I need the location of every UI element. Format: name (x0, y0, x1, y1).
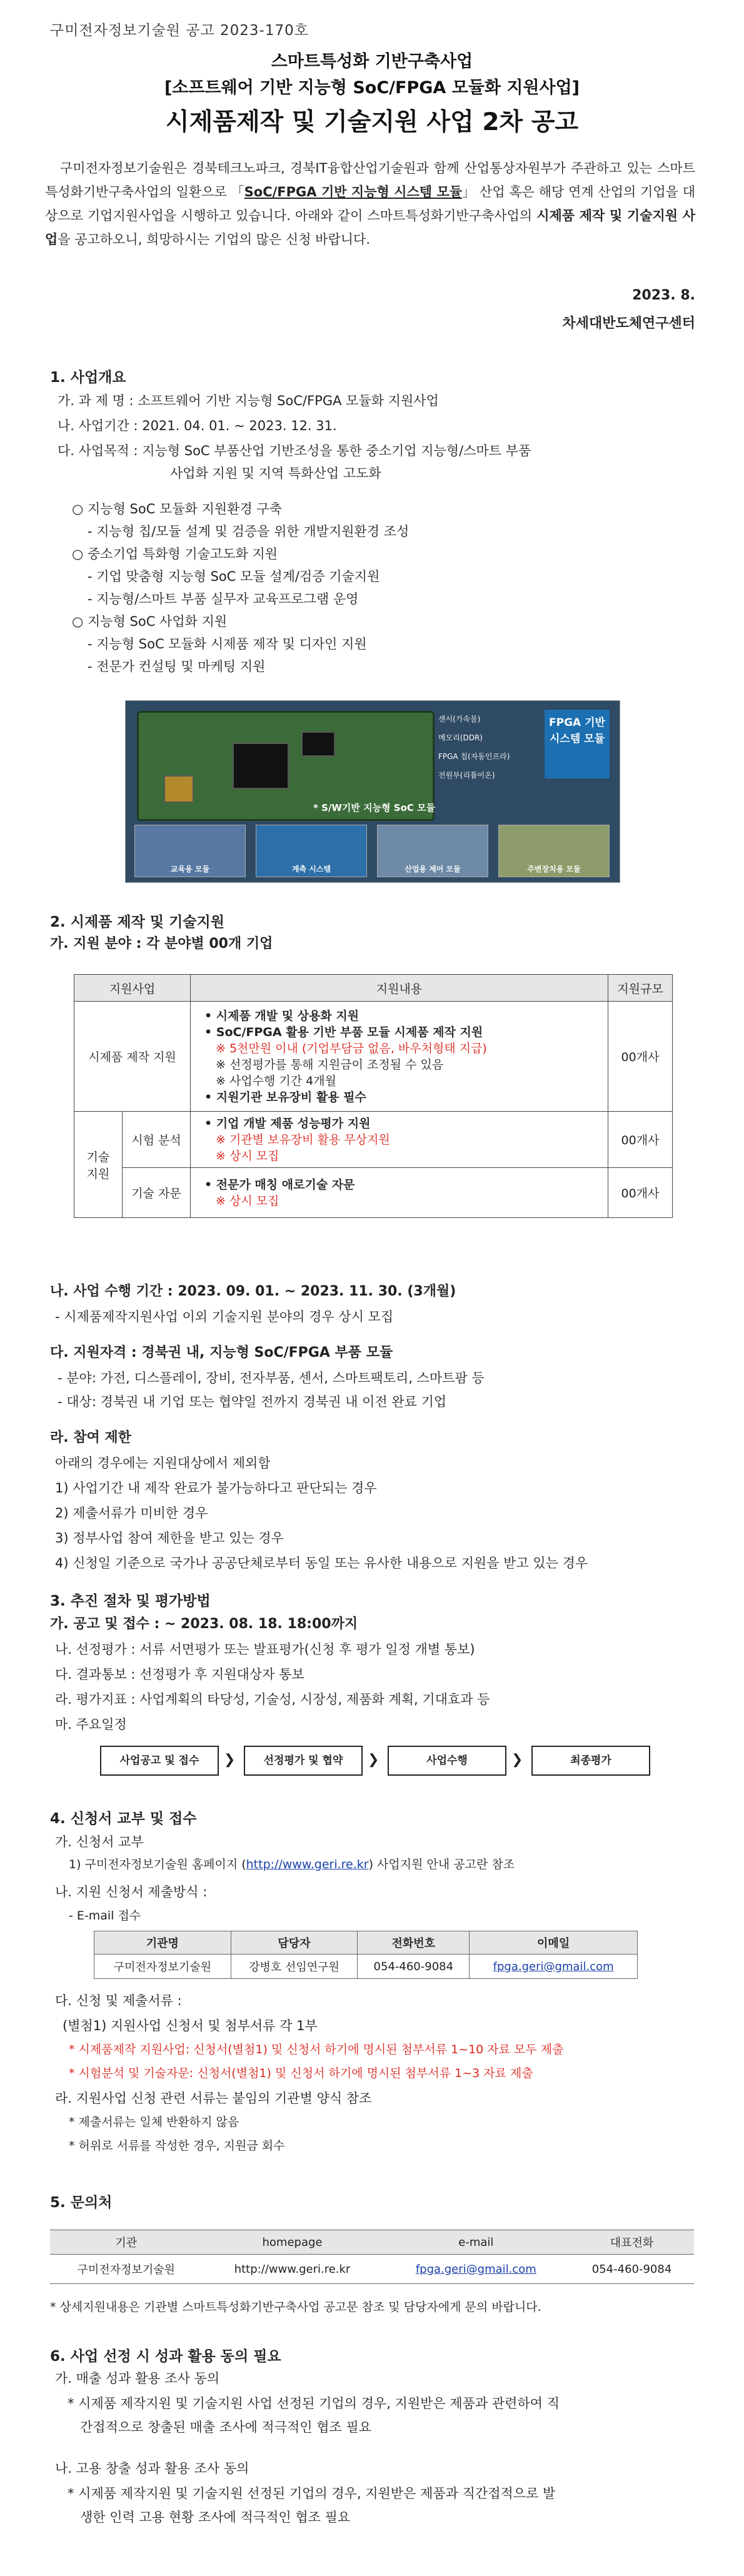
contact-table-header: 담당자 (231, 1931, 358, 1955)
flow-step-2: 선정평가 및 협약 (244, 1746, 363, 1776)
s4-documents: 다. 신청 및 제출서류 : (55, 1993, 182, 2008)
inquiry-homepage[interactable]: http://www.geri.re.kr (202, 2255, 382, 2284)
fig-thumb-3: 산업용 제어 모듈 (377, 825, 488, 877)
s2-eligibility-target: - 대상: 경북권 내 기업 또는 협약일 전까지 경북권 내 이전 완료 기업 (58, 1394, 447, 1409)
support-table-header: 지원규모 (608, 975, 673, 1002)
fig-side-label: FPGA 기반 시스템 모듈 (545, 710, 610, 778)
inquiry-table-header: 대표전화 (570, 2230, 694, 2255)
s4-no-return: * 제출서류는 일체 반환하지 않음 (69, 2115, 239, 2129)
contact-table-header: 기관명 (94, 1931, 231, 1955)
s6-employment-consent: 나. 고용 창출 성과 활용 조사 동의 (55, 2461, 249, 2476)
contact-person-table (94, 1931, 638, 1979)
s4-documents-tech: * 시험분석 및 기술자문: 신청서(별첨1) 및 신청서 하기에 명시된 첨부서류 1~3 자료 제출 (69, 2066, 533, 2080)
fig-thumb-1: 교육용 모듈 (134, 825, 246, 877)
s4-email-method: - E-mail 접수 (69, 1909, 141, 1923)
s4-documents-form: (별첨1) 지원사업 신청서 및 첨부서류 각 1부 (63, 2018, 318, 2033)
inquiry-table (50, 2230, 694, 2284)
contact-table-header: 이메일 (470, 1931, 638, 1955)
s5-note: * 상세지원내용은 기관별 스마트특성화기반구축사업 공고문 참조 및 담당자에게 문의 바랍니다. (50, 2300, 541, 2314)
flow-step-4: 최종평가 (531, 1746, 650, 1776)
s4-form-distribution: 가. 신청서 교부 (55, 1834, 144, 1849)
s4-false-document: * 허위로 서류를 작성한 경우, 지원금 회수 (69, 2139, 285, 2153)
inquiry-email-link[interactable]: fpga.geri@gmail.com (415, 2262, 536, 2276)
inquiry-table-header: e-mail (383, 2230, 570, 2255)
s2-restriction-intro: 아래의 경우에는 지원대상에서 제외함 (55, 1456, 271, 1471)
contact-email-link[interactable]: fpga.geri@gmail.com (493, 1960, 614, 1973)
flow-step-3: 사업수행 (388, 1746, 506, 1776)
s6-sales-desc-2: 간접적으로 창출된 매출 조사에 적극적인 협조 필요 (80, 2420, 372, 2435)
flow-arrow-icon: ❯ (368, 1752, 380, 1768)
notice-date: 2023. 8. (632, 288, 695, 303)
contact-person: 강병호 선임연구원 (231, 1955, 358, 1979)
section-1-title: 1. 사업개요 (50, 370, 126, 386)
section-6-title: 6. 사업 선정 시 성과 활용 동의 필요 (50, 2348, 281, 2365)
s1-goal-2a: - 기업 맞춤형 지능형 SoC 모듈 설계/검증 기술지원 (88, 569, 380, 584)
s6-sales-consent: 가. 매출 성과 활용 조사 동의 (55, 2371, 220, 2386)
s1-purpose-cont: 사업화 지원 및 지역 특화산업 고도화 (170, 466, 381, 481)
row-test-size: 00개사 (608, 1112, 673, 1168)
s3-evaluation: 나. 선정평가 : 서류 서면평가 또는 발표평가(신청 후 평가 일정 개별 통보) (55, 1642, 475, 1657)
support-table-header: 지원사업 (74, 975, 191, 1002)
flow-step-1: 사업공고 및 접수 (100, 1746, 219, 1776)
s3-schedule: 마. 주요일정 (55, 1717, 127, 1732)
s1-goal-3b: - 전문가 컨설팅 및 마케팅 지원 (88, 659, 266, 674)
row-prototype-name: 시제품 제작 지원 (74, 1002, 191, 1112)
s4-submit-method: 나. 지원 신청서 제출방식 : (55, 1884, 208, 1899)
inquiry-org: 구미전자정보기술원 (50, 2255, 202, 2284)
fig-thumb-2: 계측 시스템 (256, 825, 367, 877)
s6-employment-desc-1: * 시제품 제작지원 및 기술지원 선정된 기업의 경우, 지원받은 제품과 직간접적으로 발 (68, 2486, 556, 2501)
homepage-link[interactable]: http://www.geri.re.kr (246, 1858, 369, 1871)
s3-result: 다. 결과통보 : 선정평가 후 지원대상자 통보 (55, 1667, 304, 1682)
support-table-header: 지원내용 (191, 975, 608, 1002)
row-prototype-size: 00개사 (608, 1002, 673, 1112)
intro-paragraph: 구미전자정보기술원은 경북테크노파크, 경북IT융합산업기술원과 함께 산업통상자원부가 주관하고 있는 스마트특성화기반구축사업의 일환으로 「SoC/FPGA 기반 지능형 시스템 모듈」 산업 혹은 해당 연계 산업의 기업을 대상으로 기업지원사업을 시행하고 있습니다. 아래와 같이 스마트특성화기반구축사업의 시제품 제작 및 기술지원 사업을 공고하오니, 희망하시는 기업의 많은 신청 바랍니다. (45, 161, 695, 247)
title-program: 스마트특성화 기반구축사업 (271, 52, 473, 71)
row-consult-name: 기술 자문 (123, 1168, 191, 1218)
fig-label-sensor: 센서(가속물) (438, 715, 481, 723)
contact-phone: 054-460-9084 (358, 1955, 470, 1979)
fig-label-memory: 메모리(DDR) (438, 733, 483, 742)
row-consult-size: 00개사 (608, 1168, 673, 1218)
fpga-chip (233, 743, 289, 789)
row-test-content: • 기업 개발 제품 성능평가 지원 ※ 기관별 보유장비 활용 무상지원 ※ 상시 모집 (191, 1112, 608, 1168)
s4-form-homepage: 1) 구미전자정보기술원 홈페이지 (http://www.geri.re.kr) 사업지원 안내 공고란 참조 (69, 1858, 515, 1871)
section-5-title: 5. 문의처 (50, 2195, 113, 2211)
fig-label-fpga: FPGA 칩(자동인프라) (438, 752, 510, 761)
s2-restriction-2: 2) 제출서류가 미비한 경우 (55, 1506, 208, 1521)
memory-chip (301, 732, 335, 757)
section-4-title: 4. 신청서 교부 및 접수 (50, 1811, 197, 1827)
intro-bold: 시제품 제작 및 기술지원 사업 (45, 208, 695, 247)
s2-period-note: - 시제품제작지원사업 이외 기술지원 분야의 경우 상시 모집 (55, 1309, 394, 1324)
fig-caption: * S/W기반 지능형 SoC 모듈 (313, 802, 436, 813)
s1-project-name: 가. 과 제 명 : 소프트웨어 기반 지능형 SoC/FPGA 모듈화 지원사업 (58, 393, 439, 408)
title-subprogram: [소프트웨어 기반 지능형 SoC/FPGA 모듈화 지원사업] (164, 78, 580, 98)
s3-application: 가. 공고 및 접수 : ~ 2023. 08. 18. 18:00까지 (50, 1616, 358, 1632)
s1-goal-2b: - 지능형/스마트 부품 실무자 교육프로그램 운영 (88, 591, 359, 606)
s1-purpose: 다. 사업목적 : 지능형 SoC 부품산업 기반조성을 통한 중소기업 지능형/스마트 부품 (58, 443, 531, 458)
flow-arrow-icon: ❯ (511, 1752, 523, 1768)
s2-restriction-3: 3) 정부사업 참여 제한을 받고 있는 경우 (55, 1531, 284, 1546)
s2-eligibility-field: - 분야: 가전, 디스플레이, 장비, 전자부품, 센서, 스마트팩토리, 스마트팜 등 (58, 1371, 485, 1386)
contact-org: 구미전자정보기술원 (94, 1955, 231, 1979)
notice-number: 구미전자정보기술원 공고 2023-170호 (50, 23, 309, 39)
s1-goal-2: ○ 중소기업 특화형 기술고도화 지원 (72, 546, 278, 561)
soc-module-figure (125, 700, 620, 883)
s6-sales-desc-1: * 시제품 제작지원 및 기술지원 사업 선정된 기업의 경우, 지원받은 제품과 관련하여 직 (68, 2396, 560, 2411)
s1-goal-3: ○ 지능형 SoC 사업화 지원 (72, 614, 228, 629)
row-test-name: 시험 분석 (123, 1112, 191, 1168)
s1-goal-3a: - 지능형 SoC 모듈화 시제품 제작 및 디자인 지원 (88, 636, 367, 652)
s1-goal-1a: - 지능형 칩/모듈 설계 및 검증을 위한 개발지원환경 조성 (88, 524, 410, 539)
power-connector (164, 775, 194, 803)
s4-forms-reference: 라. 지원사업 신청 관련 서류는 붙임의 기관별 양식 참조 (55, 2091, 372, 2106)
s3-criteria: 라. 평가지표 : 사업계획의 타당성, 기술성, 시장성, 제품화 계획, 기대효과 등 (55, 1692, 490, 1707)
page-title: 시제품제작 및 기술지원 사업 2차 공고 (165, 108, 579, 136)
s2-restriction-1: 1) 사업기간 내 제작 완료가 불가능하다고 판단되는 경우 (55, 1481, 377, 1496)
s6-employment-desc-2: 생한 인력 고용 현황 조사에 적극적인 협조 필요 (80, 2510, 351, 2525)
s4-documents-prototype: * 시제품제작 지원사업: 신청서(별첨1) 및 신청서 하기에 명시된 첨부서류 1~10 자료 모두 제출 (69, 2043, 564, 2056)
inquiry-table-header: 기관 (50, 2230, 202, 2255)
support-table (74, 974, 673, 1218)
s2-support-field: 가. 지원 분야 : 각 분야별 00개 기업 (50, 936, 273, 952)
inquiry-phone: 054-460-9084 (570, 2255, 694, 2284)
intro-underline: SoC/FPGA 기반 지능형 시스템 모듈 (244, 184, 463, 199)
fig-thumb-4: 주변장치용 모듈 (498, 825, 610, 877)
contact-table-header: 전화번호 (358, 1931, 470, 1955)
s1-project-period: 나. 사업기간 : 2021. 04. 01. ~ 2023. 12. 31. (58, 418, 337, 433)
flow-arrow-icon: ❯ (224, 1752, 236, 1768)
row-consult-content: • 전문가 매칭 애로기술 자문 ※ 상시 모집 (191, 1168, 608, 1218)
row-prototype-content: • 시제품 개발 및 상용화 지원 • SoC/FPGA 활용 기반 부품 모듈 시제품 제작 지원 ※ 5천만원 이내 (기업부담금 없음, 바우처형태 지급) ※ 선정평가를 통해 지원금이 조정될 수 있음 ※ 사업수행 기간 4개월 • 지원기관 보유장비 활용 필수 (191, 1002, 608, 1112)
s1-goal-1: ○ 지능형 SoC 모듈화 지원환경 구축 (72, 501, 282, 516)
fig-label-power: 전원부(리튬이온) (438, 771, 495, 780)
section-2-title: 2. 시제품 제작 및 기술지원 (50, 914, 224, 930)
s2-period: 나. 사업 수행 기간 : 2023. 09. 01. ~ 2023. 11. 30. (3개월) (50, 1284, 456, 1299)
notice-org: 차세대반도체연구센터 (562, 316, 695, 331)
inquiry-table-header: homepage (202, 2230, 382, 2255)
row-tech-group: 기술 지원 (74, 1112, 123, 1218)
section-3-title: 3. 추진 절차 및 평가방법 (50, 1593, 211, 1609)
s2-restriction-4: 4) 신청일 기준으로 국가나 공공단체로부터 동일 또는 유사한 내용으로 지원을 받고 있는 경우 (55, 1556, 588, 1571)
s2-restriction: 라. 참여 제한 (50, 1430, 131, 1446)
s2-eligibility: 다. 지원자격 : 경북권 내, 지능형 SoC/FPGA 부품 모듈 (50, 1345, 393, 1361)
